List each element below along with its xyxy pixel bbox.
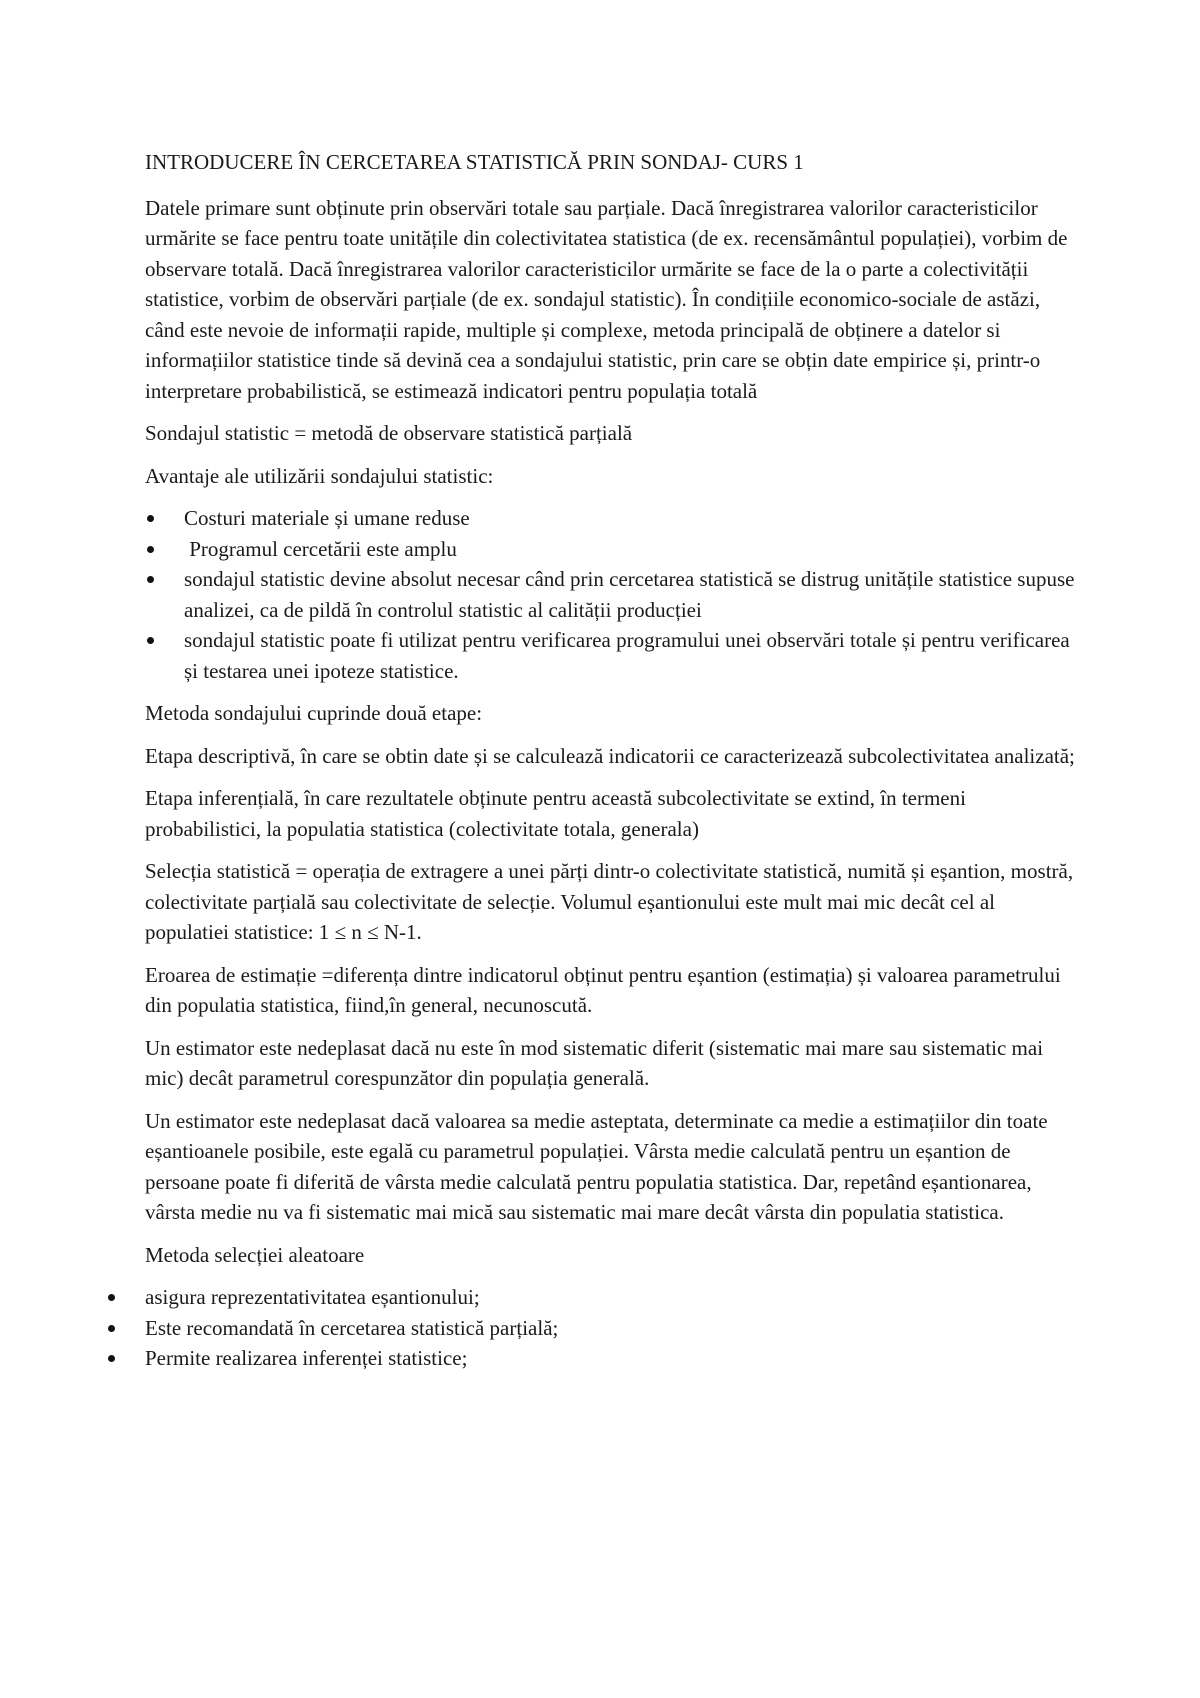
inferential-stage-paragraph: Etapa inferențială, în care rezultatele obținute pentru această subcolectivitate se extind, în termeni probabilistici, la populatia statistica (colectivitate totala, generala) (145, 786, 966, 841)
list-item (108, 1313, 1075, 1344)
selection-paragraph: Selecția statistică = operația de extragere a unei părți dintr-o colectivitate statistică, numită și eșantion, mostră, colectivitate parțială sau colectivitate de selecție. Volumul eșantionului este mult mai mic decât cel al populatiei statistice: 1 ≤ n ≤ N-1. (145, 859, 1074, 944)
list-item (145, 564, 1075, 625)
list-item (145, 503, 1075, 534)
document-content (145, 147, 1075, 1386)
stages-heading: Metoda sondajului cuprinde două etape: (145, 701, 483, 725)
intro-paragraph: Datele primare sunt obținute prin observări totale sau parțiale. Dacă înregistrarea valorilor caracteristicilor urmărite se face pentru toate unitățile din colectivitatea statistica (de ex. recensământul populației), vorbim de observare totală. Dacă înregistrarea valorilor caracteristicilor urmărite se face de la o parte a colectivității statistice, vorbim de observări parțiale (de ex. sondajul statistic). În condițiile economico-sociale de astăzi, când este nevoie de informații rapide, multiple și complexe, metoda principală de obținere a datelor si informațiilor statistice tinde să devină cea a sondajului statistic, prin care se obțin date empirice și, printr-o interpretare probabilistică, se estimează indicatori pentru populația totală (145, 195, 1068, 403)
unbiased-estimator-paragraph: Un estimator este nedeplasat dacă nu este în mod sistematic diferit (sistematic mai mare sau sistematic mai mic) decât parametrul corespunzător din populația generală. (145, 1035, 1044, 1090)
list-item-text: Costuri materiale și umane reduse (184, 506, 470, 530)
bullet-icon (108, 1325, 115, 1332)
advantages-heading: Avantaje ale utilizării sondajului statistic: (145, 463, 494, 488)
list-item-text: sondajul statistic devine absolut necesar când prin cercetarea statistică se distrug unitățile statistice supuse analizei, ca de pildă în controlul statistic al calității producției (184, 567, 1075, 622)
definition-paragraph: Sondajul statistic = metodă de observare statistică parțială (145, 421, 633, 445)
list-item (145, 625, 1075, 686)
list-item (108, 1343, 1075, 1374)
list-item (145, 534, 1075, 565)
advantages-list (145, 503, 1075, 686)
list-item-text: Este recomandată în cercetarea statistică parțială; (145, 1315, 559, 1340)
list-item (108, 1282, 1075, 1313)
list-item-text: Programul cercetării este amplu (184, 536, 457, 561)
list-item-text: asigura reprezentativitatea eșantionului; (145, 1285, 480, 1309)
estimation-error-paragraph: Eroarea de estimație =diferența dintre indicatorul obținut pentru eșantion (estimația) și valoarea parametrului din populatia statistica, fiind,în general, necunoscută. (145, 962, 1061, 1017)
bullet-icon (147, 637, 154, 644)
unbiased-estimator-detail-paragraph: Un estimator este nedeplasat dacă valoarea sa medie asteptata, determinate ca medie a estimațiilor din toate eșantioanele posibile, este egală cu parametrul populației. Vârsta medie calculată pentru un eșantion de persoane poate fi diferită de vârsta medie calculată pentru populatia statistica. Dar, repetând eșantionarea, vârsta medie nu va fi sistematic mai mică sau sistematic mai mare decât vârsta din populatia statistica. (145, 1108, 1048, 1224)
list-item-text: sondajul statistic poate fi utilizat pentru verificarea programului unei observări totale și pentru verificarea și testarea unei ipoteze statistice. (184, 628, 1070, 683)
document-title: INTRODUCERE ÎN CERCETAREA STATISTICĂ PRIN SONDAJ- CURS 1 (145, 150, 804, 174)
bullet-icon (147, 576, 154, 583)
list-item-text: Permite realizarea inferenței statistice; (145, 1346, 468, 1370)
bullet-icon (147, 515, 154, 522)
bullet-icon (108, 1294, 115, 1301)
random-selection-heading: Metoda selecției aleatoare (145, 1242, 365, 1267)
bullet-icon (108, 1355, 115, 1362)
descriptive-stage-paragraph: Etapa descriptivă, în care se obtin date și se calculează indicatorii ce caracterizează subcolectivitatea analizată; (145, 743, 1075, 768)
bullet-icon (147, 546, 154, 553)
random-selection-list (108, 1282, 1075, 1374)
